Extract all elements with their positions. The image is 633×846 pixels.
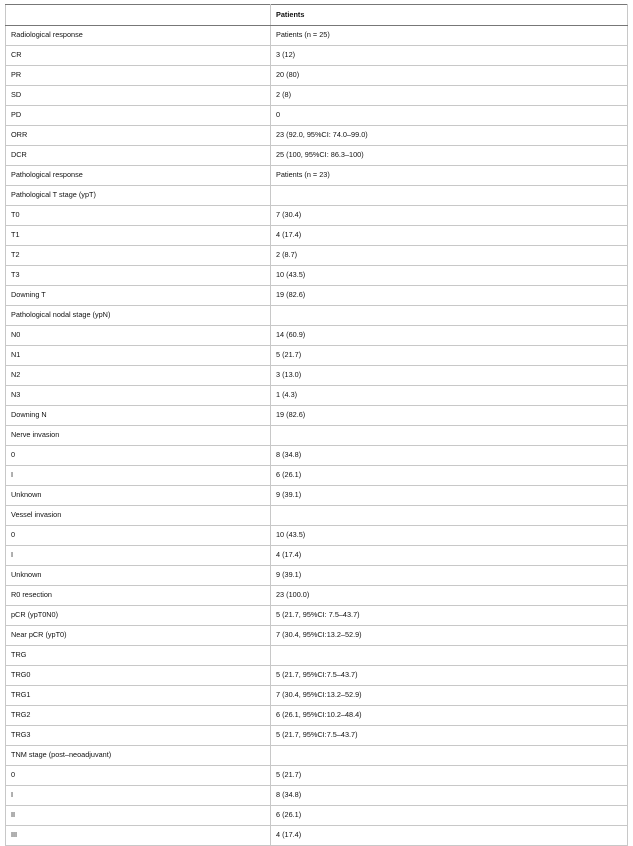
row-value: 2 (8.7) [271, 246, 628, 266]
row-value: 4 (17.4) [271, 826, 628, 846]
row-value: 9 (39.1) [271, 486, 628, 506]
row-value: 10 (43.5) [271, 526, 628, 546]
table-row [6, 626, 628, 646]
row-label: Vessel invasion [6, 506, 271, 526]
row-value: 14 (60.9) [271, 326, 628, 346]
table-row [6, 686, 628, 706]
table-row [6, 446, 628, 466]
row-value: 9 (39.1) [271, 566, 628, 586]
table-row [6, 766, 628, 786]
table-row [6, 266, 628, 286]
table-row [6, 506, 628, 526]
table-header-row [6, 5, 628, 26]
row-value: 7 (30.4, 95%CI:13.2–52.9) [271, 686, 628, 706]
row-label: TNM stage (post–neoadjuvant) [6, 746, 271, 766]
table-row [6, 646, 628, 666]
table-row [6, 526, 628, 546]
table-row [6, 426, 628, 446]
row-label: TRG0 [6, 666, 271, 686]
row-value: 3 (13.0) [271, 366, 628, 386]
table-row [6, 186, 628, 206]
row-label: T2 [6, 246, 271, 266]
row-label: R0 resection [6, 586, 271, 606]
table-row [6, 166, 628, 186]
row-value: 8 (34.8) [271, 786, 628, 806]
row-label: I [6, 546, 271, 566]
row-label: Unknown [6, 566, 271, 586]
table-row [6, 666, 628, 686]
row-label: III [6, 826, 271, 846]
row-value: 7 (30.4) [271, 206, 628, 226]
row-label: Pathological nodal stage (ypN) [6, 306, 271, 326]
row-label: T0 [6, 206, 271, 226]
table-row [6, 206, 628, 226]
row-value: 4 (17.4) [271, 546, 628, 566]
column-header-patients: Patients [271, 5, 628, 26]
table-row [6, 466, 628, 486]
row-label: TRG [6, 646, 271, 666]
table-row [6, 46, 628, 66]
table-row [6, 486, 628, 506]
row-value: 25 (100, 95%CI: 86.3–100) [271, 146, 628, 166]
table-row [6, 826, 628, 846]
row-value [271, 646, 628, 666]
row-value: 2 (8) [271, 86, 628, 106]
table-row [6, 706, 628, 726]
row-value: 5 (21.7) [271, 346, 628, 366]
table-row [6, 586, 628, 606]
table-row [6, 746, 628, 766]
row-value: 5 (21.7) [271, 766, 628, 786]
row-value: 23 (100.0) [271, 586, 628, 606]
row-value: 8 (34.8) [271, 446, 628, 466]
table-header [6, 5, 628, 26]
row-label: TRG2 [6, 706, 271, 726]
row-value: 19 (82.6) [271, 286, 628, 306]
row-value: 6 (26.1) [271, 806, 628, 826]
row-label: TRG3 [6, 726, 271, 746]
table-row [6, 126, 628, 146]
table-row [6, 546, 628, 566]
row-label: Pathological T stage (ypT) [6, 186, 271, 206]
row-value: 4 (17.4) [271, 226, 628, 246]
row-value: 20 (80) [271, 66, 628, 86]
table-body [6, 26, 628, 846]
column-header-category [6, 5, 271, 26]
table-row [6, 326, 628, 346]
table-row [6, 346, 628, 366]
row-value: 5 (21.7, 95%CI: 7.5–43.7) [271, 606, 628, 626]
row-label: PD [6, 106, 271, 126]
row-value: 5 (21.7, 95%CI:7.5–43.7) [271, 666, 628, 686]
table-row [6, 806, 628, 826]
table-row [6, 246, 628, 266]
row-label: PR [6, 66, 271, 86]
table-row [6, 606, 628, 626]
row-label: Nerve invasion [6, 426, 271, 446]
row-label: II [6, 806, 271, 826]
table-row [6, 26, 628, 46]
row-value [271, 306, 628, 326]
row-value: 3 (12) [271, 46, 628, 66]
table-row [6, 86, 628, 106]
row-value: 0 [271, 106, 628, 126]
row-label: 0 [6, 446, 271, 466]
row-value: 7 (30.4, 95%CI:13.2–52.9) [271, 626, 628, 646]
row-label: I [6, 786, 271, 806]
table-row [6, 726, 628, 746]
row-value [271, 186, 628, 206]
row-label: Unknown [6, 486, 271, 506]
table-row [6, 146, 628, 166]
row-label: I [6, 466, 271, 486]
table-row [6, 106, 628, 126]
row-label: Downing T [6, 286, 271, 306]
row-label: N3 [6, 386, 271, 406]
row-label: N2 [6, 366, 271, 386]
results-table [5, 4, 628, 846]
row-value: 6 (26.1) [271, 466, 628, 486]
row-value: Patients (n = 23) [271, 166, 628, 186]
table-row [6, 406, 628, 426]
row-label: Radiological response [6, 26, 271, 46]
table-row [6, 226, 628, 246]
row-label: Pathological response [6, 166, 271, 186]
row-label: TRG1 [6, 686, 271, 706]
table-row [6, 286, 628, 306]
row-label: CR [6, 46, 271, 66]
table-row [6, 66, 628, 86]
row-value [271, 426, 628, 446]
table-row [6, 566, 628, 586]
row-value: 5 (21.7, 95%CI:7.5–43.7) [271, 726, 628, 746]
row-value: 6 (26.1, 95%CI:10.2–48.4) [271, 706, 628, 726]
row-value: 10 (43.5) [271, 266, 628, 286]
row-label: 0 [6, 526, 271, 546]
row-label: N1 [6, 346, 271, 366]
row-label: 0 [6, 766, 271, 786]
row-label: Downing N [6, 406, 271, 426]
row-value: 23 (92.0, 95%CI: 74.0–99.0) [271, 126, 628, 146]
row-value [271, 746, 628, 766]
row-label: T1 [6, 226, 271, 246]
row-label: DCR [6, 146, 271, 166]
table-row [6, 366, 628, 386]
table-row [6, 386, 628, 406]
row-label: N0 [6, 326, 271, 346]
row-label: Near pCR (ypT0) [6, 626, 271, 646]
row-label: T3 [6, 266, 271, 286]
row-value: 19 (82.6) [271, 406, 628, 426]
table-row [6, 306, 628, 326]
row-label: pCR (ypT0N0) [6, 606, 271, 626]
table-row [6, 786, 628, 806]
row-value: Patients (n = 25) [271, 26, 628, 46]
row-label: ORR [6, 126, 271, 146]
row-value: 1 (4.3) [271, 386, 628, 406]
row-value [271, 506, 628, 526]
row-label: SD [6, 86, 271, 106]
